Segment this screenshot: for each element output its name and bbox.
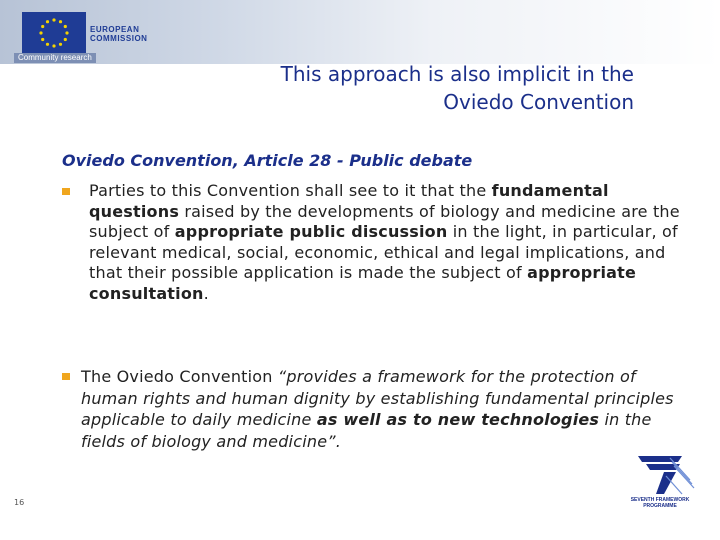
quote-run: “provides a framework for the protection of human rights and human dignity by establishing fundamental principles applicable to daily medicine bbox=[81, 367, 674, 429]
text-run: The Oviedo Convention bbox=[81, 367, 278, 386]
text-run: . bbox=[203, 283, 209, 303]
slide-subtitle: Oviedo Convention, Article 28 - Public debate bbox=[62, 151, 473, 170]
bullet-text bbox=[81, 366, 697, 452]
text-run: in the light, in particular, of relevant medical, social, economic, ethical and legal implications, and that their possible application is made the subject of bbox=[89, 222, 678, 282]
department-label: Community research bbox=[14, 53, 96, 63]
emphasis-run: appropriate consultation bbox=[89, 263, 637, 303]
fp7-logo bbox=[620, 450, 698, 520]
eu-flag-logo bbox=[22, 12, 86, 54]
org-name-line2: COMMISSION bbox=[90, 34, 148, 43]
quote-run: in the fields of biology and medicine”. bbox=[81, 410, 652, 451]
text-run: Parties to this Convention shall see to it that the bbox=[89, 181, 492, 200]
slide-title bbox=[174, 60, 634, 116]
emphasis-run: as well as to new technologies bbox=[316, 410, 600, 429]
fp7-caption-line2: PROGRAMME bbox=[643, 503, 677, 509]
slide-title-line2: Oviedo Convention bbox=[443, 90, 634, 114]
fp7-caption-line1: SEVENTH FRAMEWORK bbox=[630, 497, 690, 503]
emphasis-run: fundamental questions bbox=[89, 181, 609, 221]
bullet-marker-icon bbox=[62, 373, 70, 380]
page-number: 16 bbox=[14, 498, 25, 507]
text-run: raised by the developments of biology and medicine are the subject of bbox=[89, 201, 680, 241]
bullet-item-article-28 bbox=[62, 181, 692, 304]
org-name bbox=[90, 25, 147, 43]
bullet-marker-icon bbox=[62, 188, 70, 195]
bullet-text bbox=[89, 181, 692, 304]
bullet-item-oviedo-framework bbox=[62, 366, 697, 452]
org-name-line1: EUROPEAN bbox=[90, 25, 140, 34]
fp7-caption bbox=[620, 497, 700, 509]
slide-title-line1: This approach is also implicit in the bbox=[280, 62, 634, 86]
emphasis-run: appropriate public discussion bbox=[174, 222, 448, 241]
